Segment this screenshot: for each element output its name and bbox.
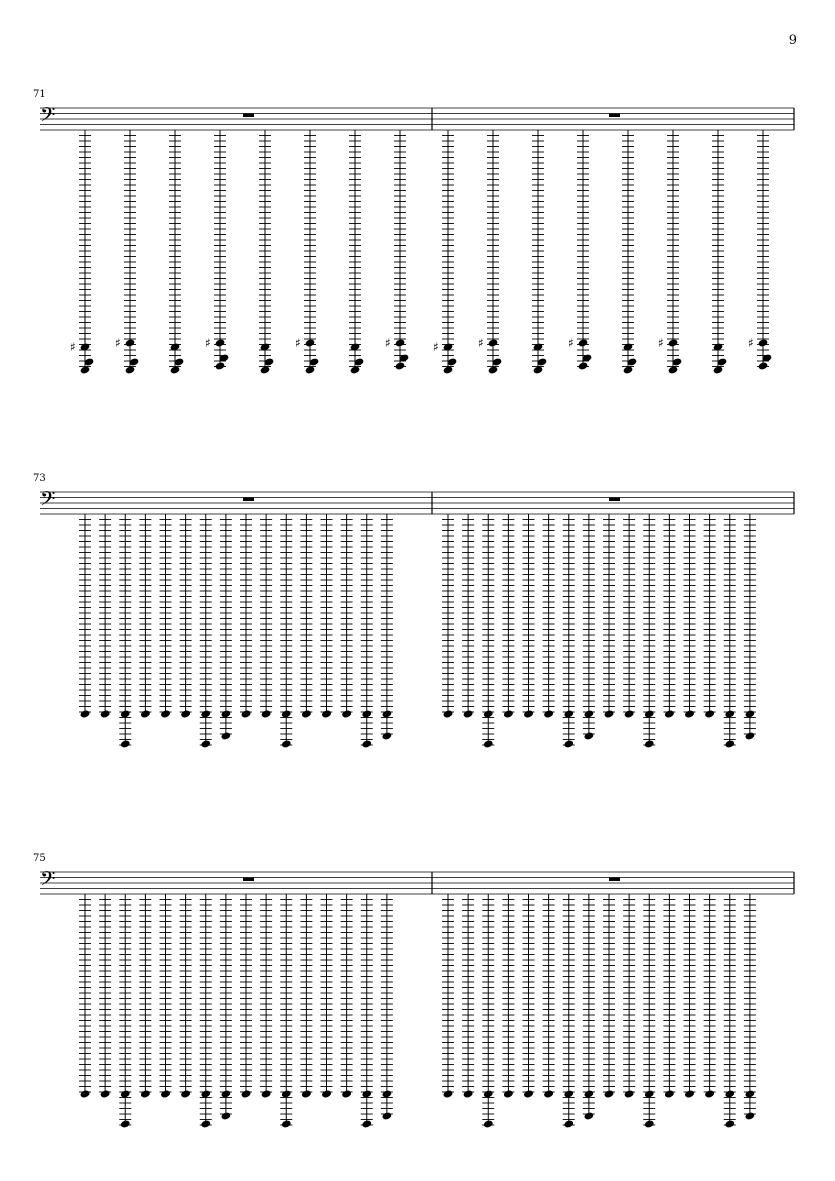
notehead [578, 361, 589, 370]
notehead [578, 338, 589, 347]
notehead [120, 739, 131, 748]
whole-rest-icon [609, 878, 620, 882]
bass-clef-icon: 𝄢 [40, 487, 56, 515]
notehead [395, 338, 406, 347]
sharp-icon: ♯ [568, 336, 574, 350]
notehead [261, 1089, 272, 1098]
notehead [664, 709, 675, 718]
whole-rest-icon [243, 878, 254, 882]
sharp-icon: ♯ [205, 336, 211, 350]
notehead [261, 709, 272, 718]
notehead [563, 1119, 574, 1128]
sharp-icon: ♯ [478, 336, 484, 350]
notehead [745, 731, 756, 740]
notehead [80, 709, 91, 718]
notehead [301, 709, 312, 718]
notehead [644, 739, 655, 748]
notehead [758, 338, 769, 347]
notehead [221, 1111, 232, 1120]
notehead [503, 1089, 514, 1098]
notehead [704, 709, 715, 718]
notehead [443, 709, 454, 718]
notehead [215, 338, 226, 347]
notehead [221, 731, 232, 740]
notehead [523, 1089, 534, 1098]
notehead [563, 739, 574, 748]
notehead [100, 1089, 111, 1098]
whole-rest-icon [243, 498, 254, 502]
notehead [724, 1119, 735, 1128]
measure-number-75: 75 [33, 853, 46, 864]
notehead [241, 1089, 252, 1098]
notehead [668, 338, 679, 347]
notehead [745, 1111, 756, 1120]
notehead [395, 361, 406, 370]
notehead [644, 1119, 655, 1128]
notehead [100, 709, 111, 718]
notehead [281, 1119, 292, 1128]
notehead [483, 739, 494, 748]
notehead [341, 709, 352, 718]
notehead [584, 1111, 595, 1120]
notehead [684, 709, 695, 718]
notehead [120, 1119, 131, 1128]
notehead [704, 1089, 715, 1098]
notehead [160, 709, 171, 718]
notehead [543, 709, 554, 718]
sharp-icon: ♯ [748, 336, 754, 350]
notehead [180, 1089, 191, 1098]
sharp-icon: ♯ [295, 336, 301, 350]
notehead [463, 709, 474, 718]
sharp-icon: ♯ [658, 336, 664, 350]
notehead [664, 1089, 675, 1098]
notehead [200, 739, 211, 748]
notehead [140, 1089, 151, 1098]
notehead [758, 361, 769, 370]
notehead [321, 709, 332, 718]
sharp-icon: ♯ [433, 340, 439, 354]
notehead [305, 338, 316, 347]
notehead [523, 709, 534, 718]
notehead [503, 709, 514, 718]
notehead [160, 1089, 171, 1098]
notehead [301, 1089, 312, 1098]
notehead [200, 1119, 211, 1128]
notehead [361, 739, 372, 748]
notehead [463, 1089, 474, 1098]
notehead [382, 731, 393, 740]
notehead [488, 338, 499, 347]
notehead [80, 1089, 91, 1098]
notehead [321, 1089, 332, 1098]
sharp-icon: ♯ [70, 340, 76, 354]
notehead [361, 1119, 372, 1128]
whole-rest-icon [609, 498, 620, 502]
sharp-icon: ♯ [385, 336, 391, 350]
notehead [140, 709, 151, 718]
notehead [684, 1089, 695, 1098]
notehead [483, 1119, 494, 1128]
notehead [341, 1089, 352, 1098]
notehead [125, 338, 136, 347]
notehead [543, 1089, 554, 1098]
notehead [215, 361, 226, 370]
notehead [443, 1089, 454, 1098]
measure-number-71: 71 [33, 89, 46, 100]
page-number: 9 [788, 33, 797, 48]
notehead [584, 731, 595, 740]
notehead [180, 709, 191, 718]
sharp-icon: ♯ [115, 336, 121, 350]
notehead [281, 739, 292, 748]
notehead [724, 739, 735, 748]
notehead [382, 1111, 393, 1120]
measure-number-73: 73 [33, 473, 46, 484]
whole-rest-icon [243, 114, 254, 118]
whole-rest-icon [609, 114, 620, 118]
notehead [624, 709, 635, 718]
notehead [624, 1089, 635, 1098]
bass-clef-icon: 𝄢 [40, 103, 56, 131]
notehead [604, 1089, 615, 1098]
notehead [604, 709, 615, 718]
bass-clef-icon: 𝄢 [40, 867, 56, 895]
notehead [241, 709, 252, 718]
